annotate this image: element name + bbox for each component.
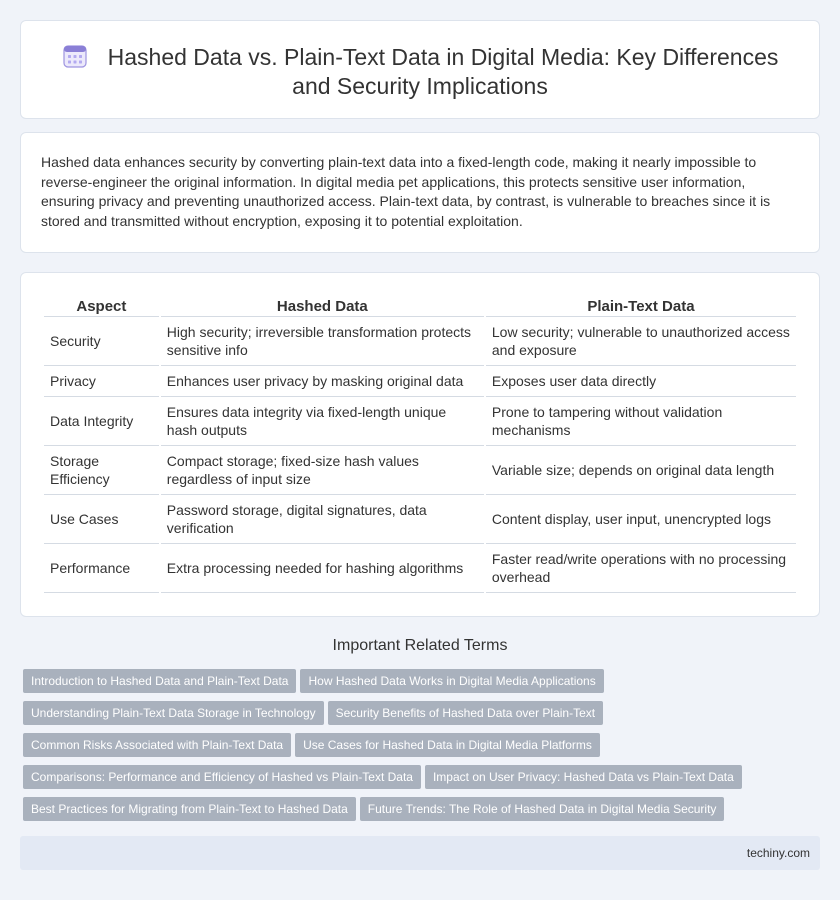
cell-aspect: Use Cases [44, 495, 159, 544]
cell-hashed: Enhances user privacy by masking original data [161, 366, 484, 397]
header-hashed-data: Hashed Data [161, 295, 484, 317]
footer-bar [20, 836, 820, 870]
tag-row [23, 701, 803, 733]
related-term-tag[interactable]: Introduction to Hashed Data and Plain-Text Data [23, 669, 296, 693]
page-title-container [21, 43, 819, 101]
comparison-table-card [20, 272, 820, 617]
header-aspect: Aspect [44, 295, 159, 317]
cell-plain: Prone to tampering without validation mechanisms [486, 397, 796, 446]
tag-row [23, 765, 803, 797]
table-row [44, 495, 796, 544]
cell-aspect: Privacy [44, 366, 159, 397]
cell-hashed: Ensures data integrity via fixed-length unique hash outputs [161, 397, 484, 446]
cell-hashed: High security; irreversible transformation protects sensitive info [161, 317, 484, 366]
table-row [44, 446, 796, 495]
cell-plain: Content display, user input, unencrypted logs [486, 495, 796, 544]
cell-aspect: Security [44, 317, 159, 366]
cell-aspect: Storage Efficiency [44, 446, 159, 495]
intro-paragraph: Hashed data enhances security by converting plain-text data into a fixed-length code, making it nearly impossible to reverse-engineer the original information. In digital media pet applications, this protects sensitive user information, ensuring privacy and preventing unauthorized access. Plain-text data, by contrast, is vulnerable to breaches since it is stored and transmitted without encryption, exposing it to potential exploitation. [41, 154, 771, 229]
related-term-tag[interactable]: Understanding Plain-Text Data Storage in Technology [23, 701, 324, 725]
cell-plain: Low security; vulnerable to unauthorized access and exposure [486, 317, 796, 366]
page-title: Hashed Data vs. Plain-Text Data in Digital Media: Key Differences and Security Implications [107, 44, 779, 99]
cell-plain: Exposes user data directly [486, 366, 796, 397]
related-term-tag[interactable]: Future Trends: The Role of Hashed Data in Digital Media Security [360, 797, 725, 821]
related-term-tag[interactable]: Impact on User Privacy: Hashed Data vs Plain-Text Data [425, 765, 742, 789]
cell-aspect: Performance [44, 544, 159, 593]
table-header-row [44, 295, 796, 317]
cell-plain: Variable size; depends on original data length [486, 446, 796, 495]
related-terms-title: Important Related Terms [332, 637, 508, 654]
cell-plain: Faster read/write operations with no processing overhead [486, 544, 796, 593]
table-row [44, 366, 796, 397]
tag-row [23, 797, 803, 829]
related-term-tag[interactable]: Use Cases for Hashed Data in Digital Media Platforms [295, 733, 600, 757]
table-row [44, 317, 796, 366]
cell-hashed: Password storage, digital signatures, data verification [161, 495, 484, 544]
related-term-tag[interactable]: Common Risks Associated with Plain-Text Data [23, 733, 291, 757]
comparison-table [42, 295, 798, 593]
cell-hashed: Extra processing needed for hashing algorithms [161, 544, 484, 593]
related-terms-list [23, 669, 803, 829]
cell-hashed: Compact storage; fixed-size hash values regardless of input size [161, 446, 484, 495]
header-plain-text-data: Plain-Text Data [486, 295, 796, 317]
related-term-tag[interactable]: Best Practices for Migrating from Plain-Text to Hashed Data [23, 797, 356, 821]
header-card [20, 20, 820, 119]
calendar-grid-icon [62, 43, 88, 69]
tag-row [23, 733, 803, 765]
cell-aspect: Data Integrity [44, 397, 159, 446]
related-term-tag[interactable]: Security Benefits of Hashed Data over Plain-Text [328, 701, 603, 725]
tag-row [23, 669, 803, 701]
related-term-tag[interactable]: How Hashed Data Works in Digital Media Applications [300, 669, 603, 693]
intro-card [20, 132, 820, 253]
table-row [44, 397, 796, 446]
related-term-tag[interactable]: Comparisons: Performance and Efficiency of Hashed vs Plain-Text Data [23, 765, 421, 789]
footer-site-link[interactable]: techiny.com [746, 846, 810, 860]
table-row [44, 544, 796, 593]
